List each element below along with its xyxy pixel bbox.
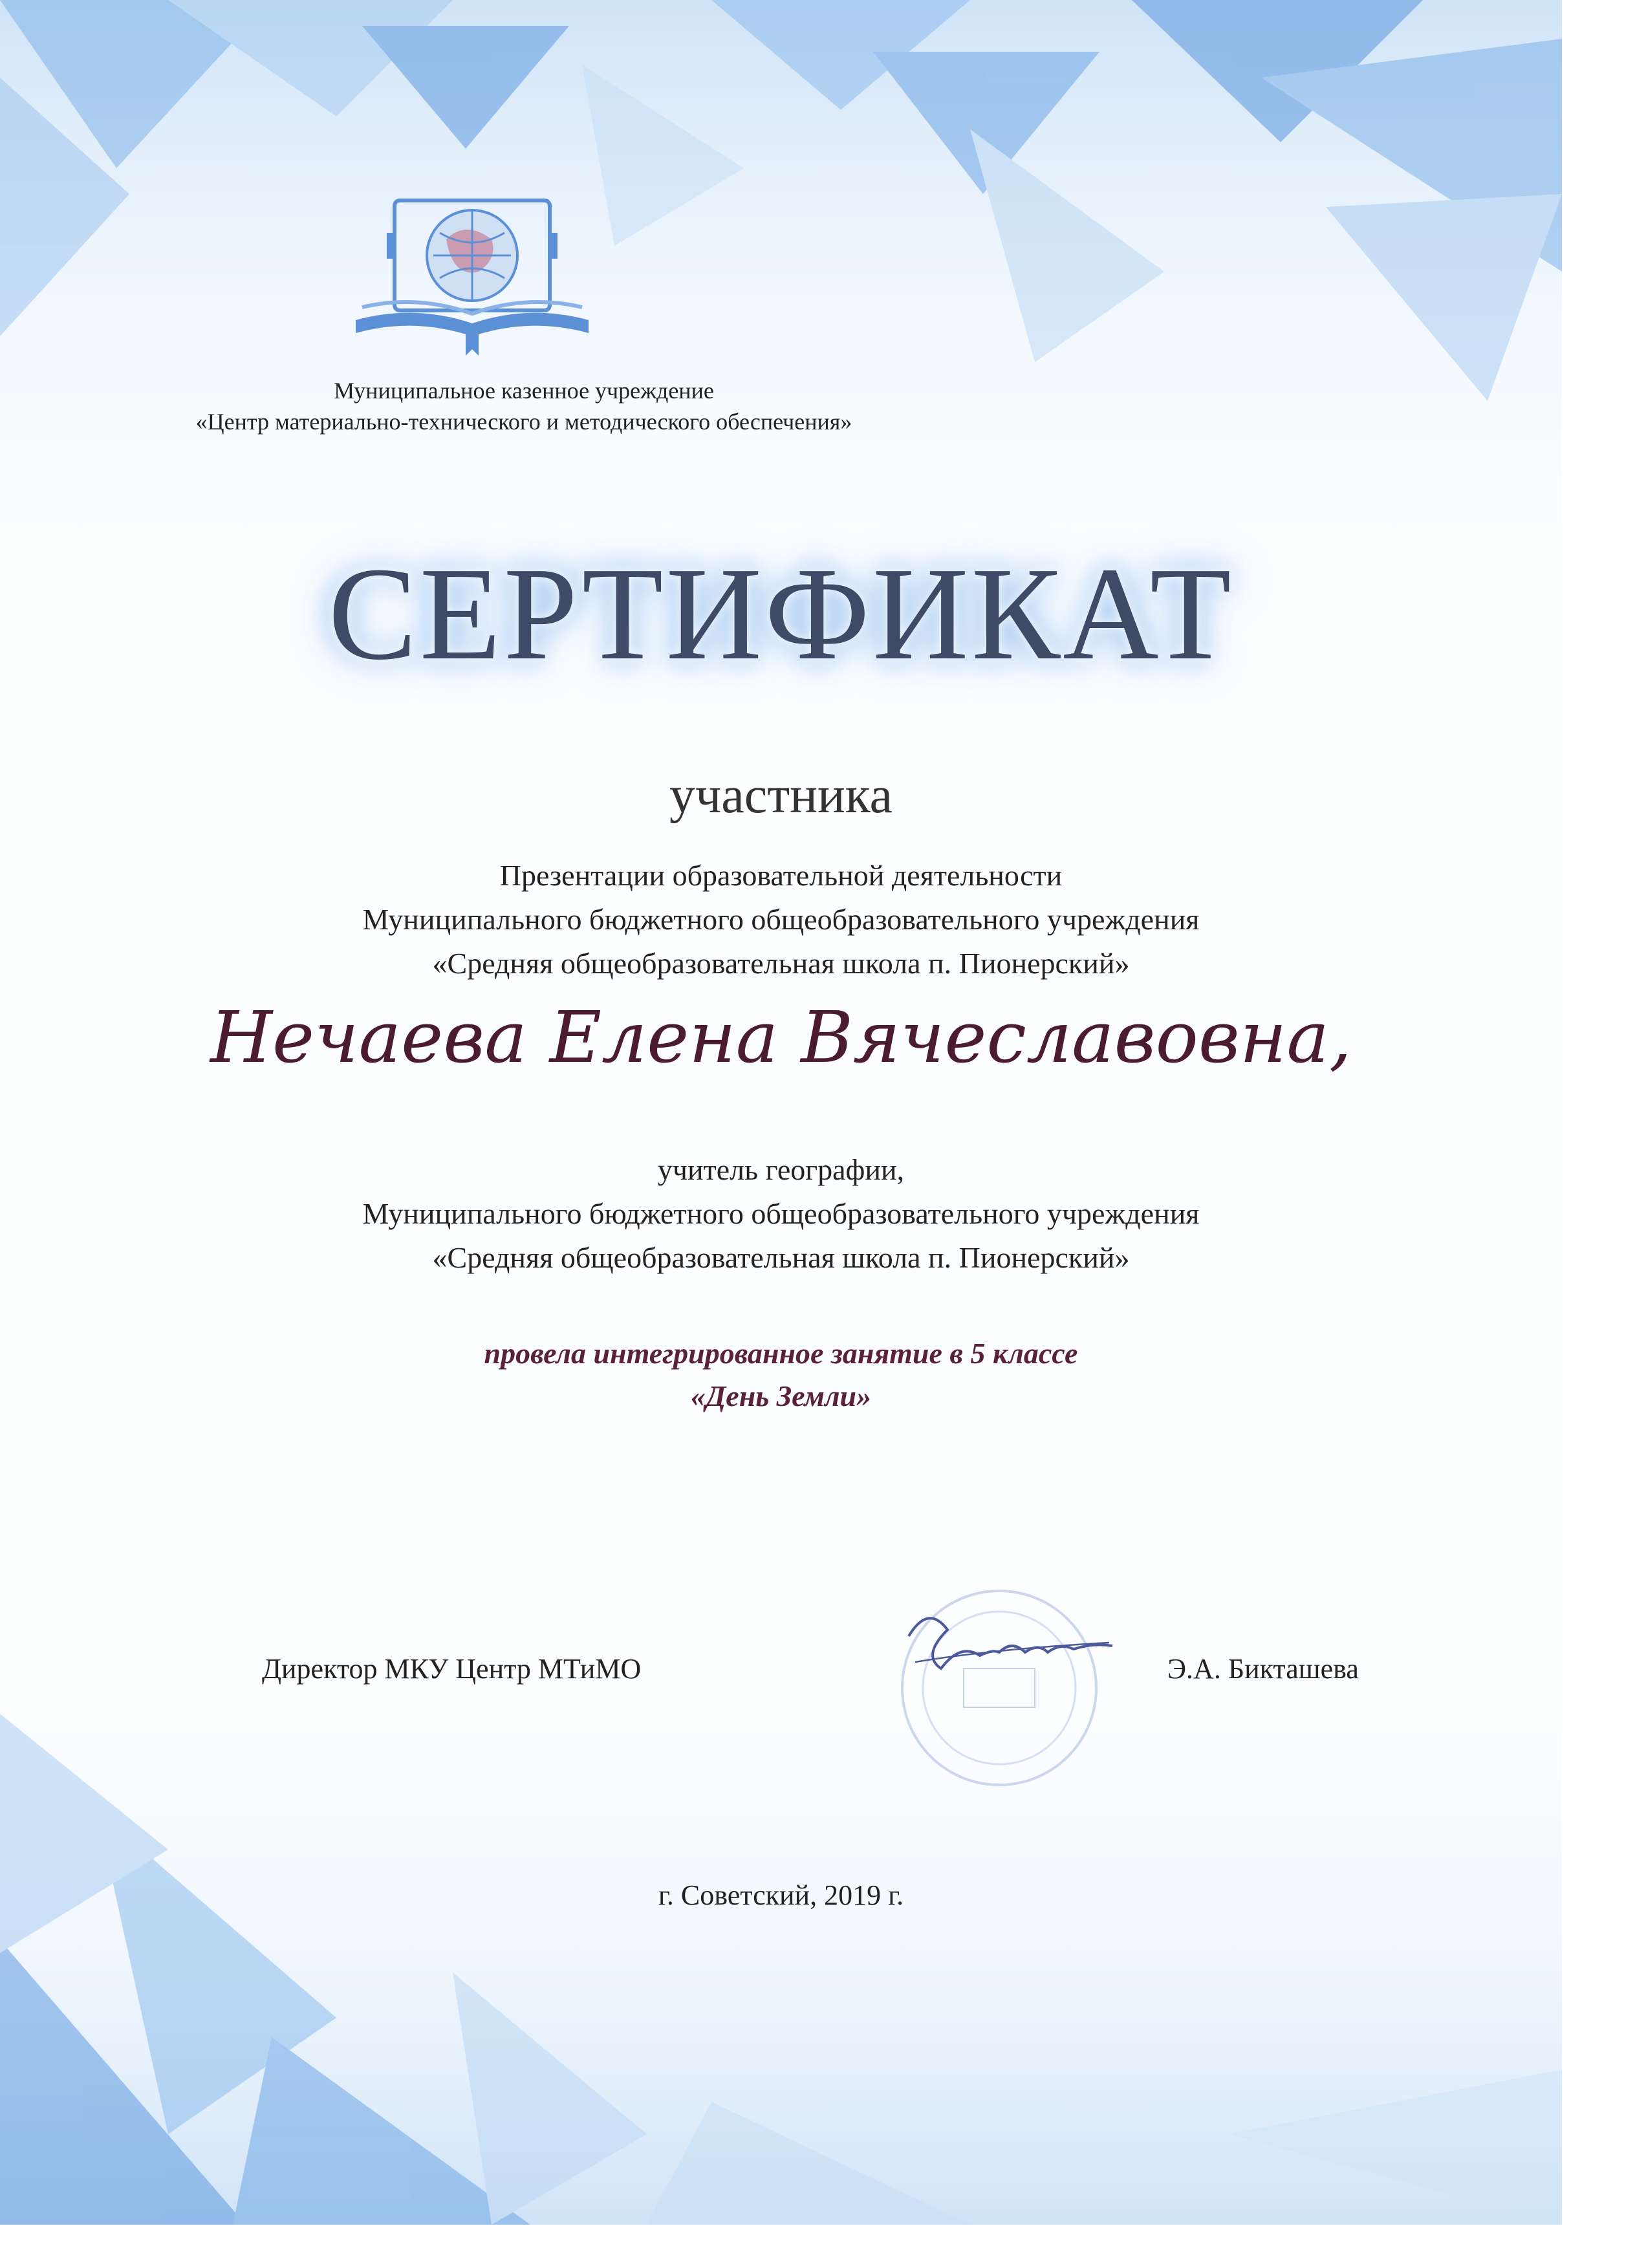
- position-line: учитель географии,: [657, 1153, 905, 1186]
- position-line: Муниципального бюджетного общеобразовательного учреждения: [362, 1197, 1200, 1230]
- achievement-line: «День Земли»: [690, 1379, 872, 1412]
- event-line: Презентации образовательной деятельности: [499, 859, 1063, 892]
- signatory-position: Директор МКУ Центр МТиМО: [262, 1653, 642, 1685]
- event-line: Муниципального бюджетного общеобразовательного учреждения: [362, 903, 1200, 936]
- recipient-name: Нечаева Елена Вячеславовна,: [210, 996, 1352, 1079]
- position-line: «Средняя общеобразовательная школа п. Пионерский»: [432, 1241, 1130, 1274]
- place-date: г. Советский, 2019 г.: [658, 1879, 904, 1911]
- organization-logo: [349, 194, 595, 362]
- event-description: [0, 854, 1562, 986]
- achievement: [0, 1332, 1562, 1418]
- organization-name: [103, 375, 944, 437]
- certificate-subtitle: участника: [669, 767, 893, 824]
- achievement-line: провела интегрированное занятие в 5 классе: [484, 1337, 1078, 1370]
- stamp-signature: [870, 1565, 1142, 1791]
- recipient-position: [0, 1148, 1562, 1280]
- event-line: «Средняя общеобразовательная школа п. Пионерский»: [432, 947, 1130, 980]
- certificate-title: СЕРТИФИКАТ: [328, 539, 1234, 687]
- signatory-name: Э.А. Бикташева: [1167, 1653, 1359, 1685]
- organization-line-2: «Центр материально-технического и методического обеспечения»: [195, 409, 852, 435]
- organization-line-1: Муниципальное казенное учреждение: [334, 378, 714, 404]
